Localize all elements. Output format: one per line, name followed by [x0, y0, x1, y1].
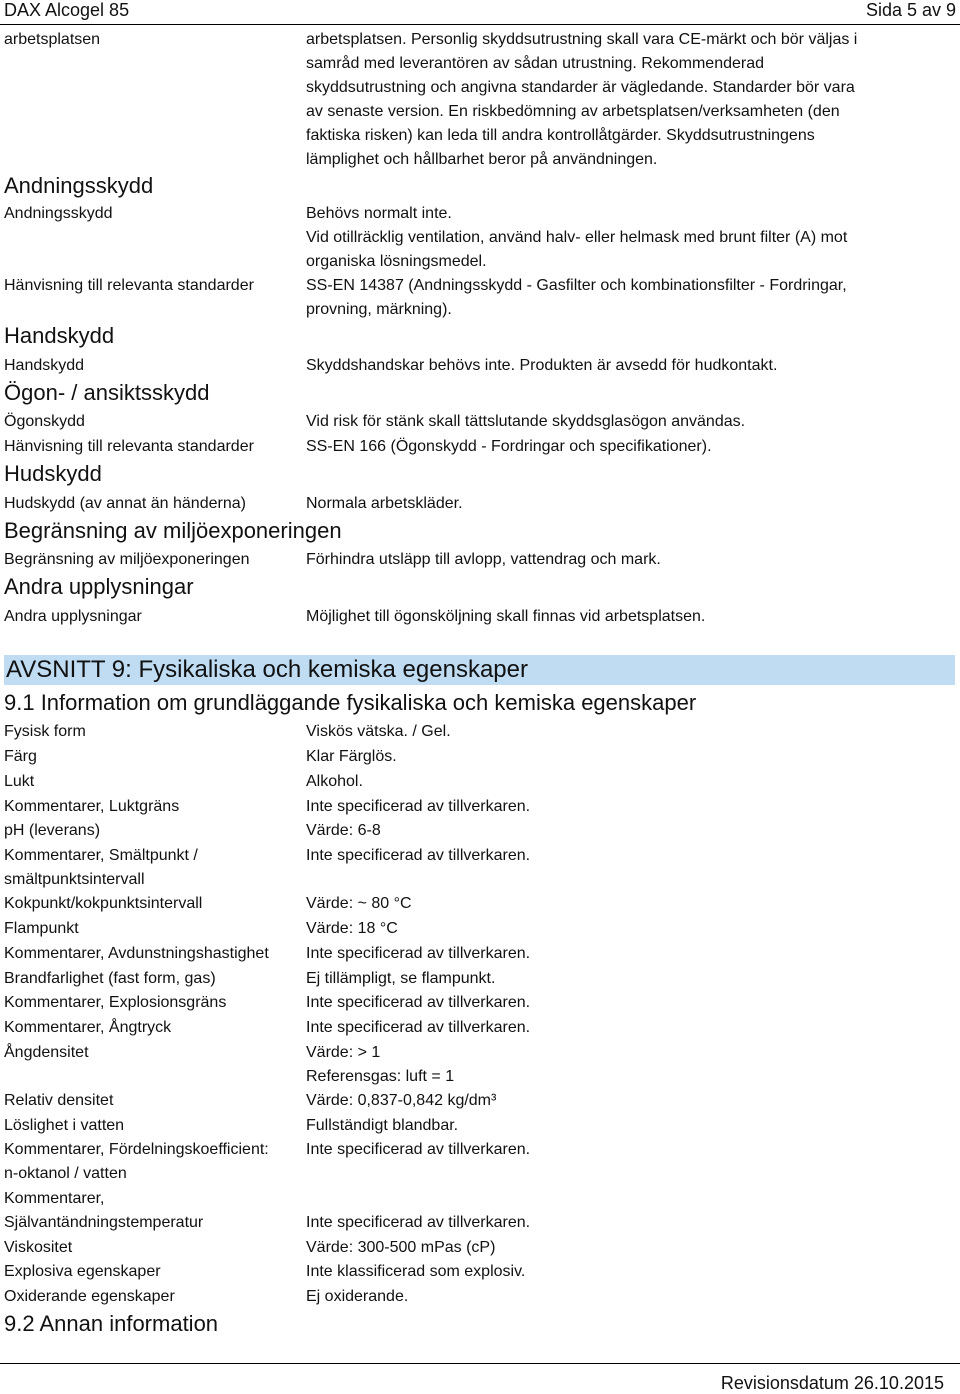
skin-heading: Hudskydd: [4, 461, 102, 486]
property-value: Inte specificerad av tillverkaren.: [306, 1141, 531, 1158]
property-label: Flampunkt: [4, 920, 79, 937]
property-value: Värde: ~ 80 °C: [306, 895, 412, 912]
property-label: Självantändningstemperatur: [4, 1214, 204, 1231]
other-heading: Andra upplysningar: [4, 574, 194, 599]
env-heading: Begränsning av miljöexponeringen: [4, 518, 342, 543]
property-label: Kommentarer, Ångtryck: [4, 1019, 172, 1036]
env-label: Begränsning av miljöexponeringen: [4, 551, 250, 568]
respiratory-label: Andningsskydd: [4, 205, 113, 222]
property-value: Alkohol.: [306, 773, 363, 790]
property-value: Inte specificerad av tillverkaren.: [306, 847, 531, 864]
property-label: Explosiva egenskaper: [4, 1263, 161, 1280]
property-value: Inte specificerad av tillverkaren.: [306, 994, 531, 1011]
eye-standard-label: Hänvisning till relevanta standarder: [4, 438, 254, 455]
eye-value: Vid risk för stänk skall tättslutande skyddsglasögon användas.: [306, 413, 746, 430]
property-label: Kommentarer, Avdunstningshastighet: [4, 945, 269, 962]
hand-value: Skyddshandskar behövs inte. Produkten är avsedd för hudkontakt.: [306, 357, 778, 374]
property-value: Inte specificerad av tillverkaren.: [306, 1019, 531, 1036]
property-label: Viskositet: [4, 1239, 73, 1256]
property-label: pH (leverans): [4, 822, 101, 839]
property-label: Löslighet i vatten: [4, 1117, 125, 1134]
property-value: Ej oxiderande.: [306, 1288, 409, 1305]
property-label: n-oktanol / vatten: [4, 1165, 127, 1182]
respiratory-value-line: organiska lösningsmedel.: [306, 253, 487, 270]
property-label: Ångdensitet: [4, 1044, 89, 1061]
ppe-paragraph-line: skyddsutrustning och angivna standarder är vägledande. Standarder bör vara: [306, 79, 855, 96]
respiratory-standard-line: provning, märkning).: [306, 301, 452, 318]
property-label: Kokpunkt/kokpunktsintervall: [4, 895, 203, 912]
property-label: Kommentarer, Luktgräns: [4, 798, 180, 815]
property-label: Kommentarer, Fördelningskoefficient:: [4, 1141, 269, 1158]
subsection-9-2-title: 9.2 Annan information: [4, 1311, 219, 1336]
eye-label: Ögonskydd: [4, 413, 85, 430]
respiratory-standard-label: Hänvisning till relevanta standarder: [4, 277, 254, 294]
ppe-paragraph-line: lämplighet och hållbarhet beror på användningen.: [306, 151, 658, 168]
property-label: Oxiderande egenskaper: [4, 1288, 175, 1305]
header-divider: [0, 24, 960, 25]
property-value: Värde: 6-8: [306, 822, 381, 839]
respiratory-value-line: Behövs normalt inte.: [306, 205, 452, 222]
hand-heading: Handskydd: [4, 323, 115, 348]
env-value: Förhindra utsläpp till avlopp, vattendrag och mark.: [306, 551, 661, 568]
other-label: Andra upplysningar: [4, 608, 142, 625]
document-title: DAX Alcogel 85: [4, 0, 130, 20]
property-label: Relativ densitet: [4, 1092, 114, 1109]
property-value: Referensgas: luft = 1: [306, 1068, 455, 1085]
property-value: Värde: > 1: [306, 1044, 381, 1061]
respiratory-value-line: Vid otillräcklig ventilation, använd halv- eller helmask med brunt filter (A) mot: [306, 229, 848, 246]
property-label: Lukt: [4, 773, 35, 790]
property-value: Ej tillämpligt, se flampunkt.: [306, 970, 496, 987]
other-value: Möjlighet till ögonsköljning skall finnas vid arbetsplatsen.: [306, 608, 706, 625]
ppe-paragraph-line: av senaste version. En riskbedömning av arbetsplatsen/verksamheten (den: [306, 103, 840, 120]
section-9-title: AVSNITT 9: Fysikaliska och kemiska egenskaper: [4, 655, 955, 685]
property-value: Inte specificerad av tillverkaren.: [306, 1214, 531, 1231]
revision-date: Revisionsdatum 26.10.2015: [720, 1373, 944, 1393]
eye-heading: Ögon- / ansiktsskydd: [4, 380, 210, 405]
workplace-label: arbetsplatsen: [4, 31, 101, 48]
property-value: Fullständigt blandbar.: [306, 1117, 459, 1134]
property-label: Kommentarer,: [4, 1190, 105, 1207]
property-label: Fysisk form: [4, 723, 86, 740]
property-value: Viskös vätska. / Gel.: [306, 723, 451, 740]
ppe-paragraph-line: faktiska risken) kan leda till andra kontrollåtgärder. Skyddsutrustningens: [306, 127, 815, 144]
ppe-paragraph-line: arbetsplatsen. Personlig skyddsutrustning skall vara CE-märkt och bör väljas i: [306, 31, 858, 48]
ppe-paragraph-line: samråd med leverantören av sådan utrustning. Rekommenderad: [306, 55, 765, 72]
property-value: Inte specificerad av tillverkaren.: [306, 798, 531, 815]
hand-label: Handskydd: [4, 357, 85, 374]
property-value: Värde: 18 °C: [306, 920, 398, 937]
page-number: Sida 5 av 9: [865, 0, 956, 20]
subsection-9-1-title: 9.1 Information om grundläggande fysikaliska och kemiska egenskaper: [4, 690, 697, 715]
property-label: Kommentarer, Smältpunkt /: [4, 847, 198, 864]
respiratory-standard-line: SS-EN 14387 (Andningsskydd - Gasfilter och kombinationsfilter - Fordringar,: [306, 277, 847, 294]
property-label: Brandfarlighet (fast form, gas): [4, 970, 216, 987]
property-value: Klar Färglös.: [306, 748, 397, 765]
respiratory-heading: Andningsskydd: [4, 173, 154, 198]
property-label: Färg: [4, 748, 37, 765]
skin-label: Hudskydd (av annat än händerna): [4, 495, 246, 512]
property-value: Värde: 0,837-0,842 kg/dm³: [306, 1092, 497, 1109]
property-value: Värde: 300-500 mPas (cP): [306, 1239, 496, 1256]
property-label: Kommentarer, Explosionsgräns: [4, 994, 227, 1011]
eye-standard-value: SS-EN 166 (Ögonskydd - Fordringar och specifikationer).: [306, 438, 712, 455]
property-label: smältpunktsintervall: [4, 871, 145, 888]
property-value: Inte klassificerad som explosiv.: [306, 1263, 526, 1280]
footer-divider: [0, 1363, 960, 1364]
skin-value: Normala arbetskläder.: [306, 495, 463, 512]
property-value: Inte specificerad av tillverkaren.: [306, 945, 531, 962]
